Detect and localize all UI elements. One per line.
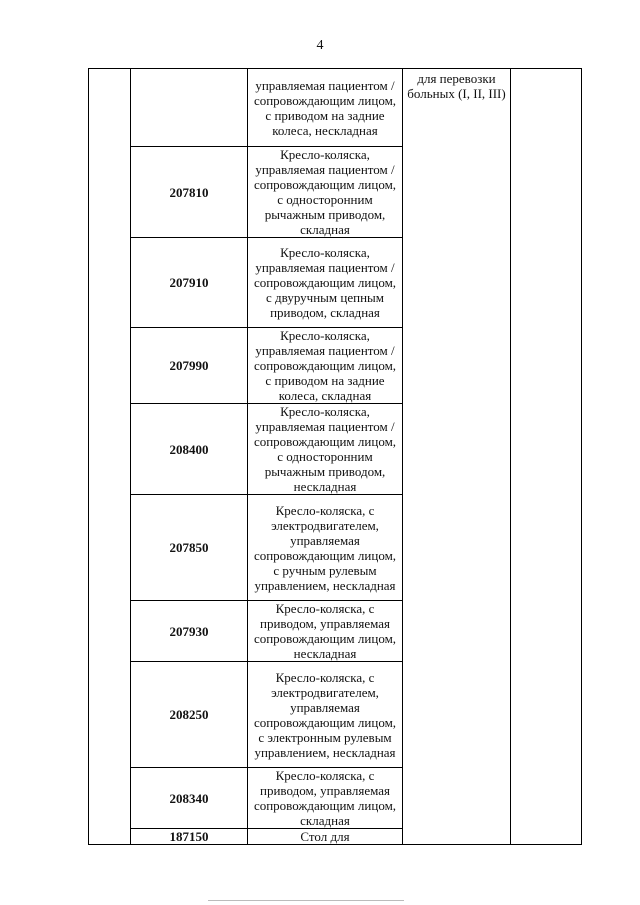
description-cell: Стол для bbox=[248, 829, 403, 845]
code-cell: 187150 bbox=[131, 829, 248, 845]
description-cell: Кресло-коляска, управляемая пациентом /сопровождающим лицом, с приводом на задние колеса, складная bbox=[248, 328, 403, 404]
description-cell: Кресло-коляска, с электродвигателем, управляемая сопровождающим лицом, с электронным рулевым управлением, нескладная bbox=[248, 662, 403, 768]
description-cell: управляемая пациентом /сопровождающим лицом, с приводом на задние колеса, нескладная bbox=[248, 69, 403, 147]
description-cell: Кресло-коляска, управляемая пациентом /сопровождающим лицом, с двуручным цепным приводом, складная bbox=[248, 238, 403, 328]
code-cell: 207930 bbox=[131, 601, 248, 662]
code-cell: 207990 bbox=[131, 328, 248, 404]
code-cell: 208400 bbox=[131, 404, 248, 495]
description-cell: Кресло-коляска, с приводом, управляемая сопровождающим лицом, складная bbox=[248, 768, 403, 829]
table-row bbox=[89, 69, 582, 147]
description-cell: Кресло-коляска, с электродвигателем, управляемая сопровождающим лицом, с ручным рулевым управлением, нескладная bbox=[248, 495, 403, 601]
purpose-cell: для перевозки больных (I, II, III) bbox=[403, 69, 511, 845]
code-cell: 207810 bbox=[131, 147, 248, 238]
description-cell: Кресло-коляска, с приводом, управляемая сопровождающим лицом, нескладная bbox=[248, 601, 403, 662]
code-cell: 207850 bbox=[131, 495, 248, 601]
code-cell: 207910 bbox=[131, 238, 248, 328]
code-cell: 208340 bbox=[131, 768, 248, 829]
code-cell bbox=[131, 69, 248, 147]
code-cell: 208250 bbox=[131, 662, 248, 768]
description-cell: Кресло-коляска, управляемая пациентом /сопровождающим лицом, с односторонним рычажным приводом, складная bbox=[248, 147, 403, 238]
empty-last-cell bbox=[511, 69, 582, 845]
empty-index-cell bbox=[89, 69, 131, 845]
scan-edge-line bbox=[208, 900, 404, 901]
description-cell: Кресло-коляска, управляемая пациентом /сопровождающим лицом, с односторонним рычажным приводом, нескладная bbox=[248, 404, 403, 495]
equipment-table bbox=[88, 68, 582, 845]
page-number: 4 bbox=[316, 38, 324, 53]
